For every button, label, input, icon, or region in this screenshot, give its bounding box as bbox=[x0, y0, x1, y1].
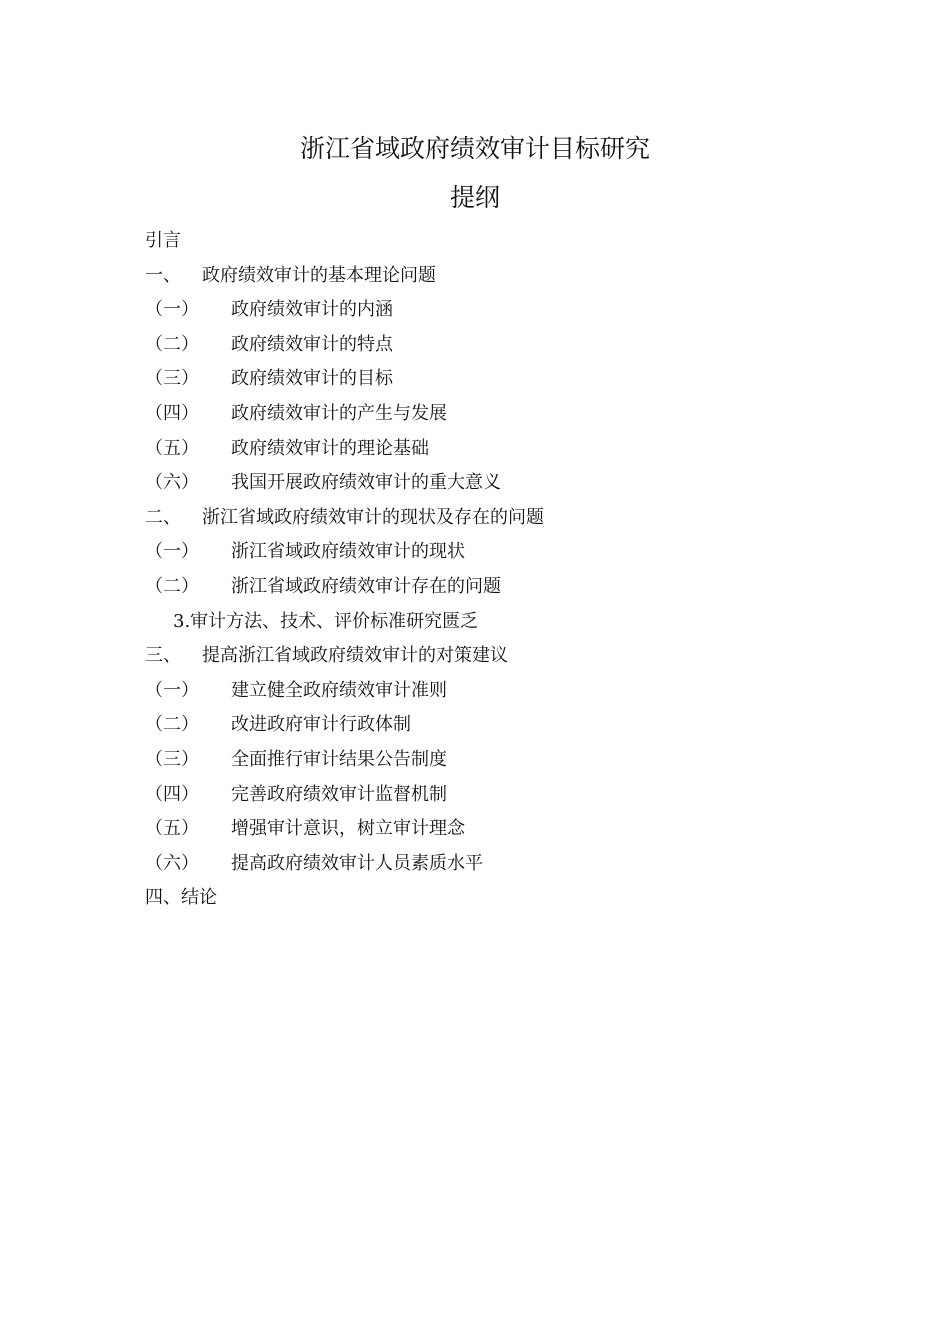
item-text: 增强审计意识，树立审计理念 bbox=[231, 818, 465, 840]
item-text: 建立健全政府绩效审计准则 bbox=[231, 679, 447, 701]
outline-list bbox=[145, 224, 845, 916]
outline-conclusion: 四、结论 bbox=[145, 887, 217, 909]
outline-section-3 bbox=[145, 639, 845, 674]
outline-item bbox=[145, 432, 845, 467]
section-heading: 提高浙江省域政府绩效审计的对策建议 bbox=[202, 645, 508, 667]
section-marker: 二、 bbox=[145, 506, 181, 528]
outline-item bbox=[145, 847, 845, 882]
outline-item bbox=[145, 812, 845, 847]
item-text: 我国开展政府绩效审计的重大意义 bbox=[231, 472, 501, 494]
section-marker: 一、 bbox=[145, 264, 181, 286]
outline-item bbox=[145, 397, 845, 432]
outline-item bbox=[145, 708, 845, 743]
item-marker: （五） bbox=[145, 437, 199, 459]
outline-section-2 bbox=[145, 501, 845, 536]
item-text: 浙江省域政府绩效审计存在的问题 bbox=[231, 575, 501, 597]
item-text: 政府绩效审计的特点 bbox=[231, 333, 393, 355]
outline-item bbox=[145, 778, 845, 813]
item-marker: （二） bbox=[145, 714, 199, 736]
outline-section-1 bbox=[145, 259, 845, 294]
item-marker: （一） bbox=[145, 679, 199, 701]
item-marker: （二） bbox=[145, 575, 199, 597]
item-text: 政府绩效审计的内涵 bbox=[231, 299, 393, 321]
outline-item bbox=[145, 466, 845, 501]
item-text: 完善政府绩效审计监督机制 bbox=[231, 783, 447, 805]
outline-item bbox=[145, 293, 845, 328]
item-marker: （六） bbox=[145, 472, 199, 494]
item-marker: （三） bbox=[145, 748, 199, 770]
outline-item bbox=[145, 570, 845, 605]
outline-item bbox=[145, 674, 845, 709]
outline-intro: 引言 bbox=[145, 230, 181, 251]
item-marker: （一） bbox=[145, 541, 199, 563]
item-text: 全面推行审计结果公告制度 bbox=[231, 748, 447, 770]
item-marker: （六） bbox=[145, 852, 199, 874]
section-marker: 三、 bbox=[145, 645, 181, 667]
item-text: 浙江省域政府绩效审计的现状 bbox=[231, 541, 465, 563]
outline-item bbox=[145, 328, 845, 363]
item-text: 政府绩效审计的产生与发展 bbox=[231, 402, 447, 424]
item-marker: （二） bbox=[145, 333, 199, 355]
item-text: 政府绩效审计的目标 bbox=[231, 368, 393, 390]
item-text: 提高政府绩效审计人员素质水平 bbox=[231, 852, 483, 874]
item-text: 政府绩效审计的理论基础 bbox=[231, 437, 429, 459]
section-heading: 浙江省域政府绩效审计的现状及存在的问题 bbox=[202, 506, 544, 528]
item-marker: （一） bbox=[145, 299, 199, 321]
item-marker: （四） bbox=[145, 783, 199, 805]
section-heading: 政府绩效审计的基本理论问题 bbox=[202, 264, 436, 286]
item-text: 改进政府审计行政体制 bbox=[231, 714, 411, 736]
document-subtitle: 提纲 bbox=[449, 183, 500, 212]
item-marker: （三） bbox=[145, 368, 199, 390]
outline-item bbox=[145, 362, 845, 397]
item-marker: （五） bbox=[145, 818, 199, 840]
outline-item bbox=[145, 743, 845, 778]
outline-sub-item: 3.审计方法、技术、评价标准研究匮乏 bbox=[173, 610, 479, 632]
item-marker: （四） bbox=[145, 402, 199, 424]
document-title: 浙江省域政府绩效审计目标研究 bbox=[299, 134, 650, 163]
outline-item bbox=[145, 535, 845, 570]
